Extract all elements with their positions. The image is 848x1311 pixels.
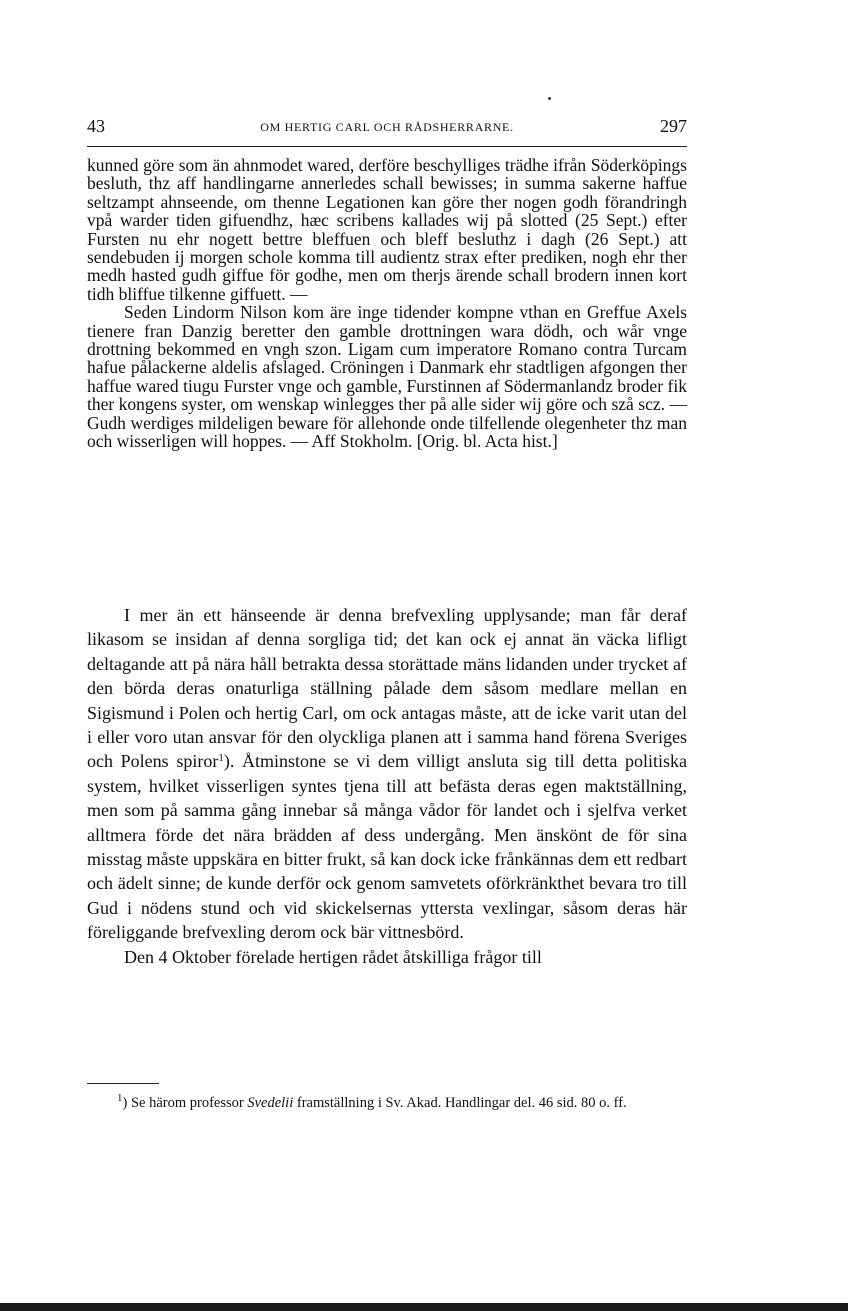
header-rule bbox=[87, 146, 687, 147]
footnote bbox=[87, 1094, 687, 1113]
footnote-text: framställning i Sv. Akad. Handlingar del. 46 sid. 80 o. ff. bbox=[293, 1095, 627, 1111]
footnotes bbox=[87, 1094, 687, 1113]
page-number: 297 bbox=[660, 116, 687, 136]
body-paragraph: Den 4 Oktober förelade hertigen rådet åtskilliga frågor till bbox=[124, 946, 542, 967]
footnote-text: ) Se härom professor bbox=[122, 1095, 248, 1111]
body-paragraph bbox=[87, 603, 687, 945]
body-text-span: I mer än ett hänseende är denna brefvexling upplysande; man får deraf likasom se insidan af denna sorgliga tid; det kan ock ej annat än väcka lifligt deltagande att på nära håll betrakta dessa storättade mäns lidanden under trycket af den börda deras onaturliga ställning pålade dem såsom medlare mellan en Sigismund i Polen och hertig Carl, om ock antagas måste, att de icke varit utan del i eller voro utan ansvar för den olyckliga planen att i samma hand förena Sveriges och Polens spiror bbox=[87, 605, 687, 772]
footnote-italic-name: Svedelii bbox=[247, 1095, 294, 1111]
main-text bbox=[87, 603, 687, 969]
signature-number: 43 bbox=[87, 116, 105, 136]
letter-paragraph: kunned göre som än ahnmodet wared, derföre beschylliges trädhe ifrån Söderköpings besluth, thz aff handlingarne annerledes schall bewisses; in summa sakerne haffue seltzampt ahnseende, om thenne Legationen kan göre ther nogen godh förandringh vpå warder tiden gifuendhz, hæc scribens kallades wij på slotted (25 Sept.) efter Fursten nu ehr nogett bettre bleffuen och bleff besluthz i dagh (26 Sept.) att sendebuden ij morgen schole komma till audientz strax efter prediken, nogh ehr ther medh hasted gudh giffue för godhe, men om therjs ärende schall brodern innen kort tidh bliffue tilkenne giffuett. — bbox=[87, 155, 687, 304]
running-head: OM HERTIG CARL OCH RÅDSHERRARNE. bbox=[260, 120, 514, 134]
letter-paragraph: Seden Lindorm Nilson kom äre inge tidender kompne vthan en Greffue Axels tienere fran Danzig beretter den gamble drottningen wara dödh, och wår vnge drottning bekommed en vngh szon. Ligam cum imperatore Romano contra Turcam hafue pålackerne aldelis afslaged. Cröningen i Danmark ehr stadtligen afgongen ther haffue wared tiugu Furster vnge och gamble, Furstinnen af Södermanlandz broder fik ther kongens syster, om wenskap winlegges ther på alle sider wij göre och szå scz. — Gudh werdiges mildeligen beware för allehonde onde tilfellende olegenheter thz man och wisserligen will hoppes. — Aff Stokholm. [Orig. bl. Acta hist.] bbox=[87, 302, 687, 452]
quoted-letter bbox=[87, 156, 687, 451]
footnote-reference[interactable]: 1 bbox=[218, 752, 224, 765]
footnote-mark: 1 bbox=[117, 1092, 123, 1104]
page-header bbox=[87, 116, 687, 140]
paper-speck bbox=[548, 97, 551, 100]
body-text-span: ). Åtminstone se vi dem villigt ansluta sig till detta politiska system, hvilket visserligen syntes tjena till att befästa deras egen maktställning, men som på samma gång innebar så många vådor för landet och i sjelfva verket alltmera förde det nära brädden af dess undergång. Men änskönt de för sina misstag måste uppskära en bitter frukt, så kan dock icke frånkännas dem ett redbart och ädelt sinne; de kunde derför ock genom samvetets oförkränkthet bevara tro till Gud i nödens stund och vid skickelsernas yttersta vexlingar, såsom deras här föreliggande brefvexling derom ock bär vittnesbörd. bbox=[87, 751, 687, 943]
scan-bottom-edge bbox=[0, 1303, 848, 1311]
footnote-rule bbox=[87, 1083, 159, 1084]
